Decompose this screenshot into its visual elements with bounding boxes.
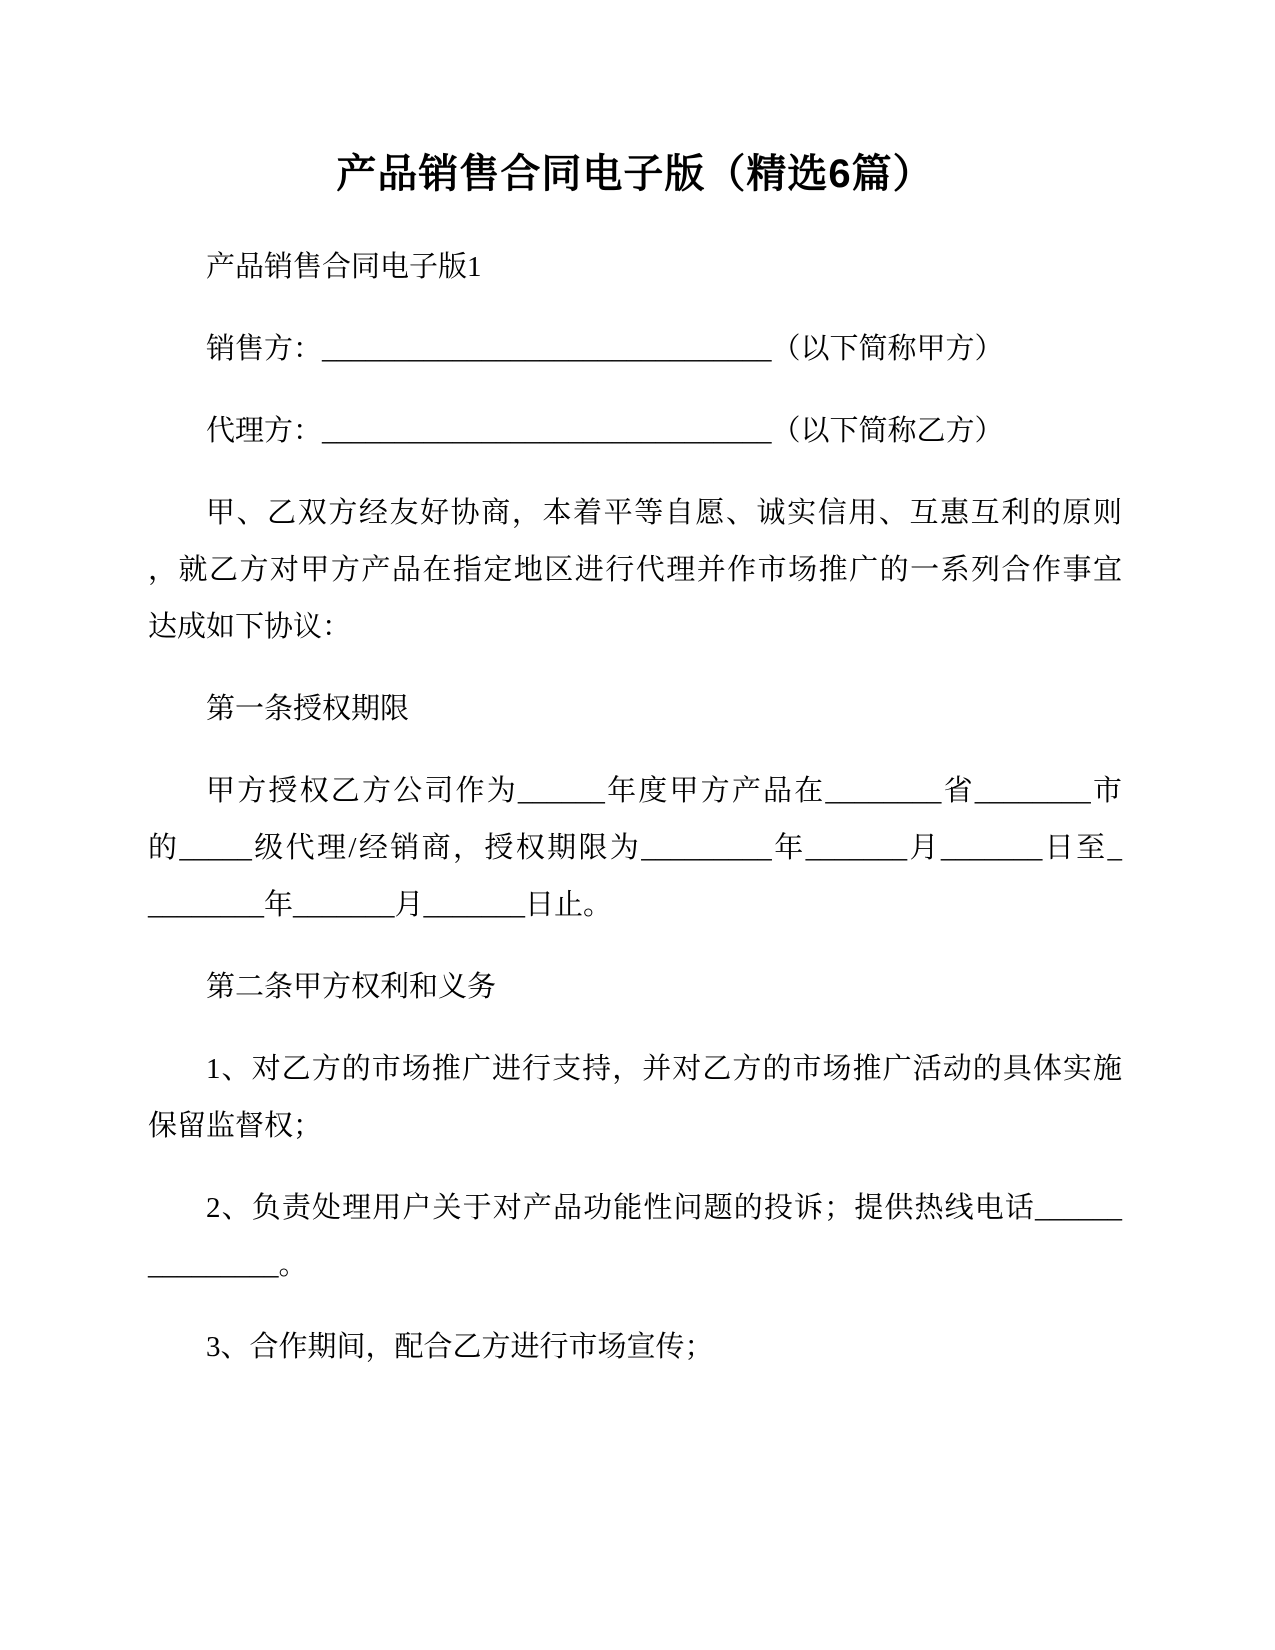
clause-2-item-2 <box>148 1180 1122 1294</box>
text-line: 销售方：_______________________________（以下简称甲方） <box>206 333 1004 365</box>
text-line: 1、对乙方的市场推广进行支持，并对乙方的市场推广活动的具体实施 <box>206 1053 1122 1085</box>
clause-1-heading <box>148 681 1122 738</box>
text-line: 达成如下协议： <box>148 611 352 643</box>
text-line: ________年_______月_______日止。 <box>148 889 613 921</box>
text-line: 2、负责处理用户关于对产品功能性问题的投诉；提供热线电话______ <box>206 1192 1122 1224</box>
text-line: 代理方：_______________________________（以下简称乙方） <box>206 415 1004 447</box>
text-line: 甲方授权乙方公司作为______年度甲方产品在________省________市 <box>206 775 1122 807</box>
clause-1-body <box>148 763 1122 934</box>
text-line: 的_____级代理/经销商，授权期限为_________年_______月_______日至_ <box>148 832 1122 864</box>
clause-2-item-3 <box>148 1319 1122 1376</box>
seller-blank-line <box>148 321 1122 378</box>
document-body <box>148 239 1122 1376</box>
text-line: 甲、乙双方经友好协商，本着平等自愿、诚实信用、互惠互利的原则 <box>206 497 1122 529</box>
clause-2-item-1 <box>148 1041 1122 1155</box>
text-line: _________。 <box>148 1249 308 1281</box>
text-line: 第一条授权期限 <box>206 693 410 725</box>
text-line: 3、合作期间，配合乙方进行市场宣传； <box>206 1331 714 1363</box>
text-line: ，就乙方对甲方产品在指定地区进行代理并作市场推广的一系列合作事宜 <box>148 554 1122 586</box>
clause-2-heading <box>148 959 1122 1016</box>
text-line: 保留监督权； <box>148 1110 323 1142</box>
text-line: 第二条甲方权利和义务 <box>206 971 497 1003</box>
text-line: 产品销售合同电子版1 <box>206 251 482 283</box>
preamble-paragraph <box>148 485 1122 656</box>
document-title: 产品销售合同电子版（精选6篇） <box>336 152 934 196</box>
agent-blank-line <box>148 403 1122 460</box>
doc-subtitle <box>148 239 1122 296</box>
